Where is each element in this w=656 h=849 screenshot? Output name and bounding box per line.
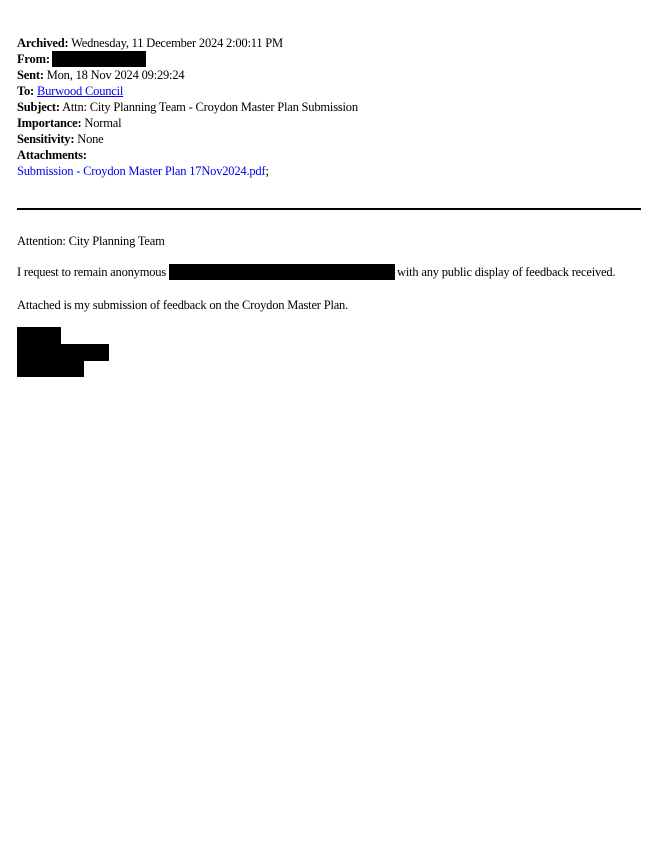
from-redaction (52, 51, 146, 67)
attached-line: Attached is my submission of feedback on the Croydon Master Plan. (17, 298, 349, 312)
sent-label: Sent: (17, 68, 44, 82)
sensitivity-value: None (74, 132, 104, 146)
signature-redaction-block-1 (17, 327, 61, 345)
importance-row (17, 115, 637, 131)
from-row (17, 51, 637, 67)
attachments-list (17, 163, 637, 179)
subject-value: Attn: City Planning Team - Croydon Master Plan Submission (59, 100, 358, 114)
sensitivity-label: Sensitivity: (17, 132, 75, 146)
header-divider (17, 208, 641, 210)
attention-line: Attention: City Planning Team (17, 234, 165, 248)
signature-redaction-block-3 (17, 360, 84, 377)
request-text-after: with any public display of feedback received. (397, 265, 616, 279)
subject-label: Subject: (17, 100, 60, 114)
to-label: To: (17, 84, 35, 98)
attachment-separator: ; (265, 164, 269, 178)
signature-redaction-block-2 (17, 344, 109, 361)
sensitivity-row (17, 131, 637, 147)
sent-row (17, 67, 637, 83)
attachments-row (17, 147, 637, 163)
from-label: From: (17, 52, 50, 66)
archived-value: Wednesday, 11 December 2024 2:00:11 PM (68, 36, 283, 50)
to-row (17, 83, 637, 99)
archived-label: Archived: (17, 36, 69, 50)
request-line (17, 264, 641, 280)
sent-value: Mon, 18 Nov 2024 09:29:24 (43, 68, 185, 82)
subject-row (17, 99, 637, 115)
email-body-request (17, 264, 641, 280)
email-body-attached (17, 297, 641, 313)
attachments-label: Attachments: (17, 148, 87, 162)
archived-row (17, 35, 637, 51)
email-header (17, 35, 637, 179)
importance-label: Importance: (17, 116, 82, 130)
to-recipient-link[interactable]: Burwood Council (36, 84, 124, 98)
email-body-attention (17, 233, 641, 249)
importance-value: Normal (81, 116, 122, 130)
attachment-link[interactable]: Submission - Croydon Master Plan 17Nov2024.pdf (17, 164, 266, 178)
request-text-before: I request to remain anonymous (17, 265, 167, 279)
request-redaction (169, 264, 395, 280)
